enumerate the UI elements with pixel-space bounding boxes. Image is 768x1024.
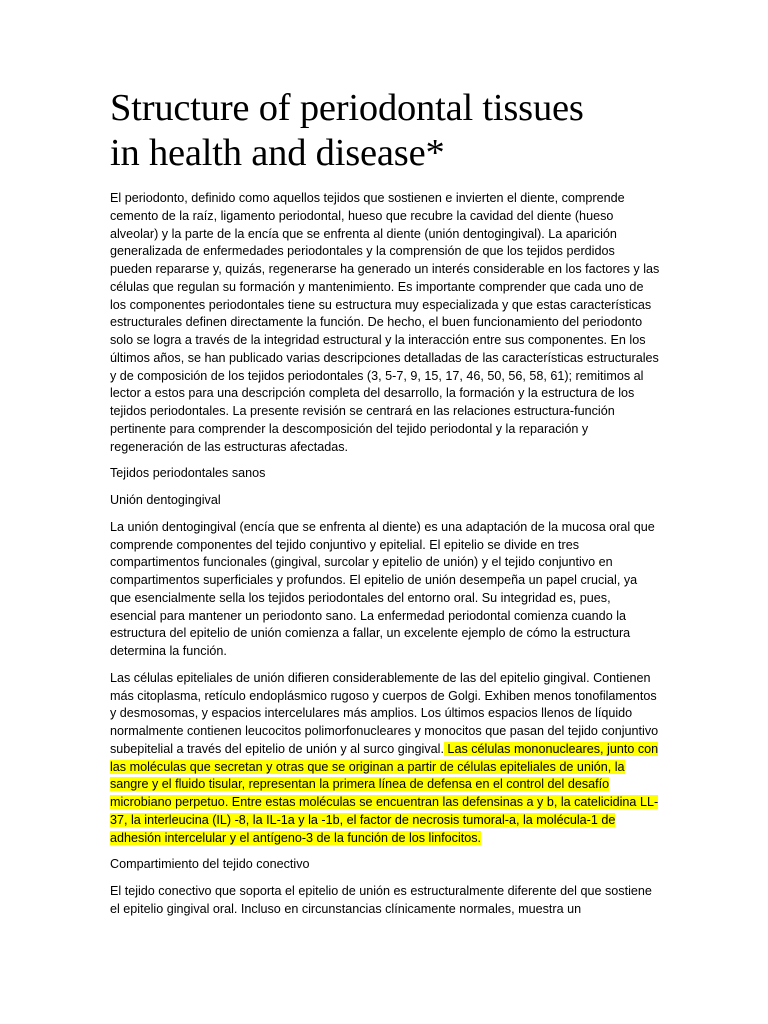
- subsection-heading-connective-tissue: Compartimiento del tejido conectivo: [110, 857, 310, 872]
- intro-paragraph: El periodonto, definido como aquellos tejidos que sostienen e invierten el diente, comprende cemento de la raíz, ligamento periodontal, hueso que recubre la cavidad del diente (hueso alveolar) y la parte de la encía que se enfrenta al diente (unión dentogingival). La aparición generalizada de enfermedades periodontales y la comprensión de que los tejidos perdidos pueden repararse y, quizás, regenerarse ha generado un interés considerable en los factores y las células que regulan su formación y mantenimiento. Es importante comprender que cada uno de los componentes periodontales tiene su estructura muy especializada y que estas características estructurales definen directamente la función. De hecho, el buen funcionamiento del periodonto solo se logra a través de la integridad estructural y la interacción entre sus componentes. En los últimos años, se han publicado varias descripciones detalladas de las características estructurales y de composición de los tejidos periodontales (3, 5-7, 9, 15, 17, 46, 50, 56, 58, 61); remitimos al lector a estos para una descripción completa del desarrollo, la formación y la estructura de los tejidos periodontales. La presente revisión se centrará en las relaciones estructura-función pertinente para comprender la descomposición del tejido periodontal y la reparación y regeneración de las estructuras afectadas.: [110, 191, 660, 454]
- connective-tissue-paragraph: El tejido conectivo que soporta el epitelio de unión es estructuralmente diferente del que sostiene el epitelio gingival oral. Incluso en circunstancias clínicamente normales, muestra un: [110, 884, 652, 916]
- highlighted-text: Las células mononucleares, junto con las moléculas que secretan y otras que se originan a partir de células epiteliales de unión, la sangre y el fluido tisular, representan la primera línea de defensa en el control del desafío microbiano perpetuo. Entre estas moléculas se encuentran las defensinas a y b, la catelicidina LL-37, la interleucina (IL) -8, la IL-1a y la -1b, el factor de necrosis tumoral-a, la molécula-1 de adhesión intercelular y el antígeno-3 de la función de los linfocitos.: [110, 741, 659, 845]
- epithelial-cells-paragraph: [110, 670, 660, 848]
- section-heading-healthy-tissues: Tejidos periodontales sanos: [110, 466, 266, 481]
- document-title: [110, 86, 660, 176]
- title-line-2: in health and disease*: [110, 132, 445, 174]
- subsection-heading-dentogingival-junction: Unión dentogingival: [110, 493, 221, 507]
- document-page: [110, 86, 660, 919]
- junction-paragraph: La unión dentogingival (encía que se enfrenta al diente) es una adaptación de la mucosa oral que comprende componentes del tejido conjuntivo y epitelial. El epitelio se divide en tres compartimentos funcionales (gingival, surcolar y epitelio de unión) y el tejido conjuntivo en compartimentos superficiales y profundos. El epitelio de unión desempeña un papel crucial, ya que esencialmente sella los tejidos periodontales del entorno oral. Su integridad es, pues, esencial para mantener un periodonto sano. La enfermedad periodontal comienza cuando la estructura del epitelio de unión comienza a fallar, un excelente ejemplo de cómo la estructura determina la función.: [110, 519, 655, 658]
- title-line-1: Structure of periodontal tissues: [110, 87, 584, 129]
- epithelial-cells-text: Las células epiteliales de unión difieren considerablemente de las del epitelio gingival. Contienen más citoplasma, retículo endoplásmico rugoso y cuerpos de Golgi. Exhiben menos tonofilamentos y desmosomas, y espacios intercelulares más amplios. Los últimos espacios llenos de líquido normalmente contienen leucocitos polimorfonucleares y monocitos que pasan del tejido conjuntivo subepitelial a través del epitelio de unión y al surco gingival.: [110, 670, 659, 756]
